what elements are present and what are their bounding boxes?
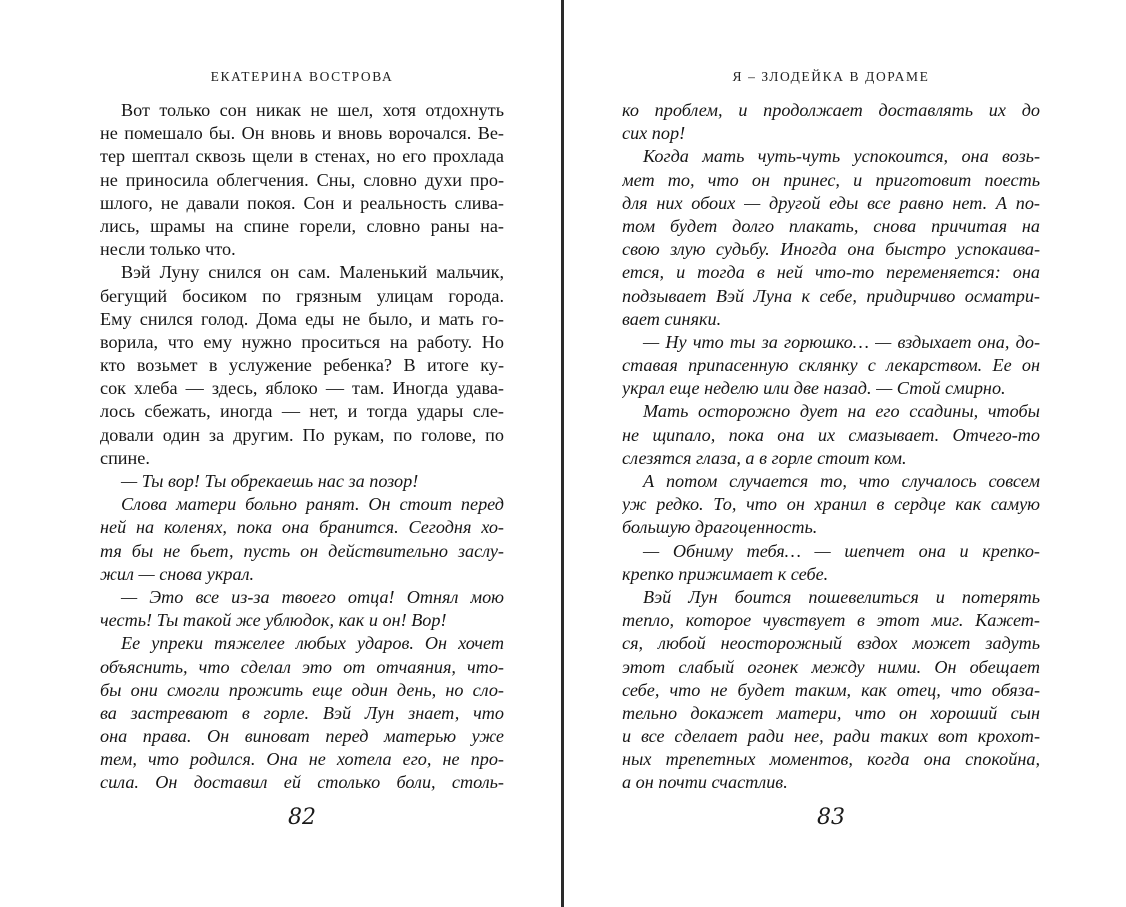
left-page <box>100 0 504 907</box>
text-line: честь! Ты такой же ублюдок, как и он! Вор! <box>100 610 447 631</box>
text-line: ва застревают в горле. Вэй Лун знает, что <box>100 702 504 723</box>
text-line: бы они смогли прожить еще один день, но сло- <box>100 679 504 700</box>
text-line: вает синяки. <box>622 308 722 329</box>
text-line: она права. Он виноват перед матерью уже <box>100 726 504 747</box>
text-line: тя бы не бьет, пусть он действительно заслу- <box>100 540 504 561</box>
text-line: — Это все из-за твоего отца! Отнял мою <box>121 586 504 607</box>
right-page-text <box>622 99 1040 795</box>
text-line: объяснить, что сделал это от отчаяния, что- <box>100 656 504 677</box>
running-head-title: Я – ЗЛОДЕЙКА В ДОРАМЕ <box>732 69 930 84</box>
text-line: кто возьмет в услужение ребенка? В итоге ку- <box>100 355 504 376</box>
text-line: украл еще неделю или две назад. — Стой смирно. <box>622 378 1006 399</box>
text-line: несли только что. <box>100 239 236 260</box>
text-line: ся, любой неосторожный вздох может задуть <box>622 633 1040 654</box>
text-line: Вэй Лун боится пошевелиться и потерять <box>643 586 1040 607</box>
text-line: Вот только сон никак не шел, хотя отдохнуть <box>121 100 504 120</box>
text-line: слезятся глаза, а в горле стоит ком. <box>622 447 907 468</box>
text-line: спине. <box>100 447 150 468</box>
text-line: Ее упреки тяжелее любых ударов. Он хочет <box>121 633 504 654</box>
text-line: мет то, что он принес, и приготовит поесть <box>622 169 1040 190</box>
text-line: себе, что не будет таким, как отец, что обяза- <box>622 679 1040 700</box>
text-line: лось сбежать, иногда — нет, и тогда удары сле- <box>100 401 504 422</box>
text-line: ворила, что ему нужно проситься на работу. Но <box>100 331 504 352</box>
text-line: — Ты вор! Ты обрекаешь нас за позор! <box>121 471 419 491</box>
text-line: А потом случается то, что случалось совсем <box>643 471 1040 491</box>
text-line: жил — снова украл. <box>100 563 255 584</box>
page-number: 83 <box>817 805 845 830</box>
text-line: тер шептал сквозь щели в стенах, но его прохлада <box>100 146 504 167</box>
text-line: Слова матери больно ранят. Он стоит перед <box>121 494 504 515</box>
text-line: ных трепетных моментов, когда она спокойна, <box>622 749 1040 770</box>
text-line: для них обоих — другой еды все равно нет. А по- <box>622 192 1040 213</box>
text-line: Мать осторожно дует на его ссадины, чтобы <box>643 401 1040 422</box>
running-head-author: ЕКАТЕРИНА ВОСТРОВА <box>210 69 394 84</box>
text-line: большую драгоценность. <box>622 517 818 538</box>
text-line: тельно докажет матери, что он хороший сын <box>622 702 1040 723</box>
text-line: ней на коленях, пока она бранится. Сегодня хо- <box>100 517 504 538</box>
text-line: и все сделает ради нее, ради таких вот крохот- <box>622 726 1040 747</box>
spine-divider <box>561 0 564 907</box>
text-line: Ему снился голод. Дома еды не было, и мать го- <box>100 308 504 329</box>
text-line: тем, что родился. Она не хотела его, не про- <box>100 749 504 770</box>
text-line: Вэй Луну снился он сам. Маленький мальчик, <box>121 262 504 283</box>
text-line: Когда мать чуть-чуть успокоится, она возь- <box>643 146 1040 167</box>
text-line: уж редко. То, что он хранил в сердце как самую <box>622 494 1040 515</box>
text-line: а он почти счастлив. <box>622 772 788 793</box>
text-line: подзывает Вэй Луна к себе, придирчиво осматри- <box>622 285 1040 306</box>
text-line: сих пор! <box>622 123 686 144</box>
text-line: свою злую судьбу. Иногда она быстро успокаива- <box>622 239 1040 260</box>
text-line: ко проблем, и продолжает доставлять их до <box>622 100 1040 120</box>
text-line: бегущий босиком по грязным улицам города. <box>100 285 504 306</box>
right-page <box>622 0 1040 907</box>
text-line: не приносила облегчения. Сны, словно духи про- <box>100 169 504 190</box>
text-line: ется, и тогда в ней что-то переменяется: она <box>622 262 1040 283</box>
text-line: ставая припасенную склянку с лекарством. Ее он <box>622 355 1040 376</box>
text-line: не щипало, пока она их смазывает. Отчего-то <box>622 424 1040 445</box>
text-line: крепко прижимает к себе. <box>622 563 829 584</box>
left-page-text <box>100 99 504 795</box>
text-line: том будет долго плакать, снова причитая на <box>622 215 1040 236</box>
text-line: сила. Он доставил ей столько боли, столь- <box>100 772 504 793</box>
text-line: этот слабый огонек между ними. Он обещает <box>622 656 1040 677</box>
text-line: тепло, которое чувствует в этот миг. Кажет- <box>622 610 1040 631</box>
text-line: сок хлеба — здесь, яблоко — там. Иногда удава- <box>100 378 504 399</box>
text-line: довали один за другим. По рукам, по голове, по <box>100 424 504 445</box>
text-line: не помешало бы. Он вновь и вновь ворочался. Ве- <box>100 123 504 144</box>
text-line: — Обниму тебя… — шепчет она и крепко- <box>643 540 1040 561</box>
text-line: лись, шрамы на спине горели, словно раны на- <box>100 215 504 236</box>
text-line: — Ну что ты за горюшко… — вздыхает она, до- <box>643 331 1040 352</box>
page-number: 82 <box>288 805 316 830</box>
text-line: шлого, не давали покоя. Сон и реальность слива- <box>100 192 504 213</box>
